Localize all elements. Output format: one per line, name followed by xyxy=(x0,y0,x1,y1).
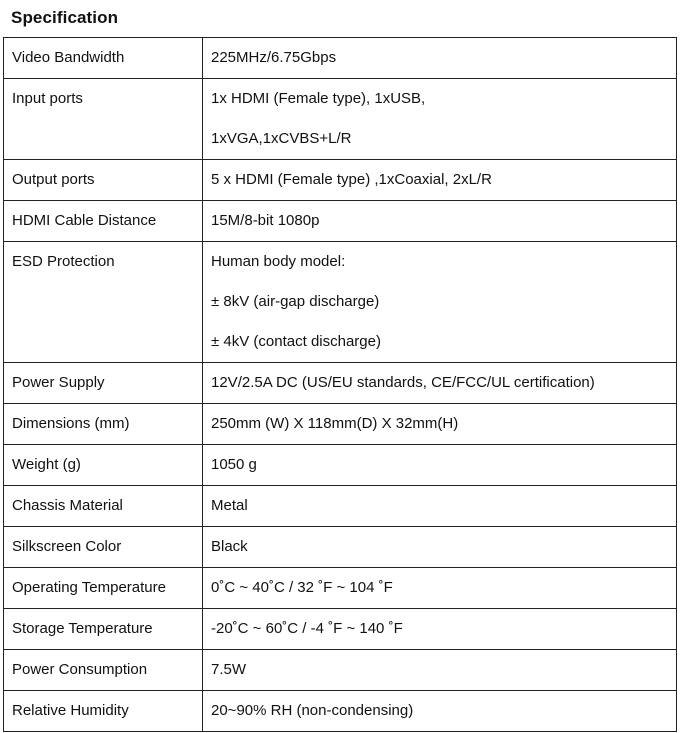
spec-label-cell xyxy=(4,160,203,201)
spec-value-cell xyxy=(203,486,677,527)
spec-value-cell xyxy=(203,568,677,609)
spec-label: ESD Protection xyxy=(12,253,115,270)
spec-label-cell xyxy=(4,38,203,79)
spec-label-cell xyxy=(4,691,203,732)
spec-label-cell xyxy=(4,201,203,242)
page-title: Specification xyxy=(11,8,119,27)
spec-value-cell xyxy=(203,38,677,79)
specification-table xyxy=(3,37,677,732)
spec-label-cell xyxy=(4,650,203,691)
spec-value: 1x HDMI (Female type), 1xUSB, xyxy=(211,90,426,107)
spec-value: 20~90% RH (non-condensing) xyxy=(211,702,414,719)
table-row xyxy=(4,650,677,691)
spec-label-cell xyxy=(4,527,203,568)
spec-value-cell xyxy=(203,201,677,242)
spec-value-cell xyxy=(203,79,677,160)
spec-value-cell xyxy=(203,160,677,201)
spec-value: 1050 g xyxy=(211,456,257,473)
spec-label: Operating Temperature xyxy=(12,579,166,596)
spec-label-cell xyxy=(4,568,203,609)
table-row xyxy=(4,79,677,160)
spec-label-cell xyxy=(4,363,203,404)
spec-value: ± 8kV (air-gap discharge) xyxy=(211,293,380,310)
spec-value: 1xVGA,1xCVBS+L/R xyxy=(211,130,352,147)
spec-value: 12V/2.5A DC (US/EU standards, CE/FCC/UL certification) xyxy=(211,374,595,391)
spec-label-cell xyxy=(4,79,203,160)
spec-value: Metal xyxy=(211,497,248,514)
spec-label: Silkscreen Color xyxy=(12,538,122,555)
table-row xyxy=(4,160,677,201)
spec-label-cell xyxy=(4,242,203,363)
spec-value: -20˚C ~ 60˚C / -4 ˚F ~ 140 ˚F xyxy=(211,620,403,637)
spec-label: Chassis Material xyxy=(12,497,123,514)
spec-value: 225MHz/6.75Gbps xyxy=(211,49,337,66)
spec-label: Weight (g) xyxy=(12,456,81,473)
table-row xyxy=(4,242,677,363)
spec-label: Output ports xyxy=(12,171,95,188)
spec-value: 7.5W xyxy=(211,661,247,678)
spec-label: Storage Temperature xyxy=(12,620,153,637)
spec-value-cell xyxy=(203,650,677,691)
table-row xyxy=(4,201,677,242)
table-row xyxy=(4,486,677,527)
spec-label: Input ports xyxy=(12,90,83,107)
spec-value: 250mm (W) X 118mm(D) X 32mm(H) xyxy=(211,415,459,432)
spec-value-cell xyxy=(203,445,677,486)
spec-label-cell xyxy=(4,404,203,445)
spec-value-cell xyxy=(203,691,677,732)
table-row xyxy=(4,38,677,79)
spec-value-cell xyxy=(203,242,677,363)
spec-label: HDMI Cable Distance xyxy=(12,212,157,229)
table-row xyxy=(4,404,677,445)
spec-label: Dimensions (mm) xyxy=(12,415,130,432)
spec-label: Power Consumption xyxy=(12,661,148,678)
spec-label: Video Bandwidth xyxy=(12,49,125,66)
table-row xyxy=(4,691,677,732)
table-row xyxy=(4,445,677,486)
spec-value: 15M/8-bit 1080p xyxy=(211,212,320,229)
spec-value-cell xyxy=(203,527,677,568)
table-row xyxy=(4,527,677,568)
spec-value: ± 4kV (contact discharge) xyxy=(211,333,381,350)
spec-label-cell xyxy=(4,486,203,527)
spec-value: 5 x HDMI (Female type) ,1xCoaxial, 2xL/R xyxy=(211,171,492,188)
spec-label: Relative Humidity xyxy=(12,702,129,719)
spec-value: Human body model: xyxy=(211,253,346,270)
spec-label-cell xyxy=(4,609,203,650)
spec-value-cell xyxy=(203,609,677,650)
spec-value: 0˚C ~ 40˚C / 32 ˚F ~ 104 ˚F xyxy=(211,579,393,596)
spec-label-cell xyxy=(4,445,203,486)
table-row xyxy=(4,363,677,404)
spec-value: Black xyxy=(211,538,248,555)
table-row xyxy=(4,568,677,609)
spec-value-cell xyxy=(203,363,677,404)
table-row xyxy=(4,609,677,650)
spec-label: Power Supply xyxy=(12,374,105,391)
spec-value-cell xyxy=(203,404,677,445)
